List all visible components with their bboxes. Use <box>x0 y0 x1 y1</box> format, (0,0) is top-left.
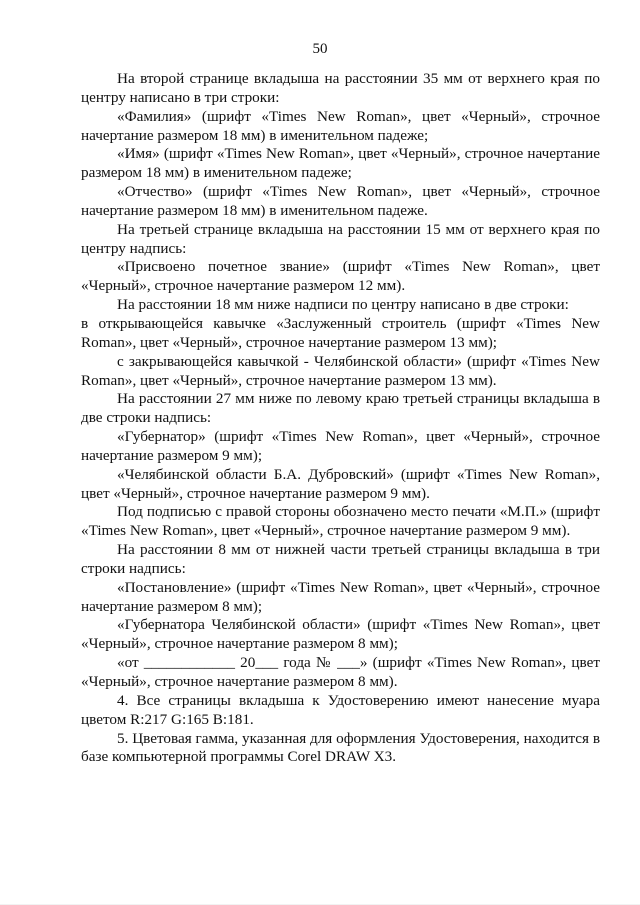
paragraph-honorary-title-spec: «Присвоено почетное звание» (шрифт «Times New Roman», цвет «Черный», строчное начертание размером 12 мм). <box>81 258 600 295</box>
paragraph-surname-spec: «Фамилия» (шрифт «Times New Roman», цвет «Черный», строчное начертание размером 18 мм) в именительном падеже; <box>81 107 600 144</box>
paragraph-resolution-spec: «Постановление» (шрифт «Times New Roman», цвет «Черный», строчное начертание размером 8 мм); <box>81 578 600 615</box>
paragraph-seal-place-spec: Под подписью с правой стороны обозначено место печати «М.П.» (шрифт «Times New Roman», цвет «Черный», строчное начертание размером 9 мм). <box>81 503 600 540</box>
paragraph-two-lines-intro: На расстоянии 18 мм ниже надписи по центру написано в две строки: <box>117 296 569 314</box>
paragraph-region-name-spec: «Челябинской области Б.А. Дубровский» (шрифт «Times New Roman», цвет «Черный», строчное начертание размером 9 мм). <box>81 465 600 502</box>
page-number: 50 <box>312 41 328 57</box>
paragraph-date-number-spec: «от ____________ 20___ года № ___» (шрифт «Times New Roman», цвет «Черный», строчное начертание размером 8 мм). <box>81 654 600 690</box>
paragraph-bottom-three-lines-intro: На расстоянии 8 мм от нижней части третьей страницы вкладыша в три строки надпись: <box>81 541 600 577</box>
paragraph-moire-color-spec: 4. Все страницы вкладыша к Удостоверению имеют нанесение муара цветом R:217 G:165 B:181. <box>81 691 600 728</box>
paragraph-governor-region-spec: «Губернатора Челябинской области» (шрифт «Times New Roman», цвет «Черный», строчное начертание размером 8 мм); <box>81 616 600 653</box>
paragraph-left-signature-intro: На расстоянии 27 мм ниже по левому краю третьей страницы вкладыша в две строки надпись: <box>81 390 600 427</box>
paragraph-patronymic-spec: «Отчество» (шрифт «Times New Roman», цвет «Черный», строчное начертание размером 18 мм) в именительном падеже. <box>81 183 600 219</box>
paragraph-name-spec: «Имя» (шрифт «Times New Roman», цвет «Черный», строчное начертание размером 18 мм) в именительном падеже; <box>81 145 600 182</box>
document-body <box>81 70 600 767</box>
paragraph-governor-spec: «Губернатор» (шрифт «Times New Roman», цвет «Черный», строчное начертание размером 9 мм); <box>81 428 600 464</box>
paragraph-corel-draw-spec: 5. Цветовая гамма, указанная для оформления Удостоверения, находится в базе компьютерной программы Corel DRAW X3. <box>81 729 600 766</box>
paragraph-closing-quote-spec: с закрывающейся кавычкой - Челябинской области» (шрифт «Times New Roman», цвет «Черный», строчное начертание размером 13 мм). <box>81 352 600 389</box>
paragraph-page-three-intro: На третьей странице вкладыша на расстоянии 15 мм от верхнего края по центру надпись: <box>81 220 600 257</box>
paragraph-opening-quote-spec: в открывающейся кавычке «Заслуженный строитель (шрифт «Times New Roman», цвет «Черный», строчное начертание размером 13 мм); <box>81 314 600 351</box>
paragraph-page-two-intro: На второй странице вкладыша на расстоянии 35 мм от верхнего края по центру написано в три строки: <box>81 70 600 106</box>
